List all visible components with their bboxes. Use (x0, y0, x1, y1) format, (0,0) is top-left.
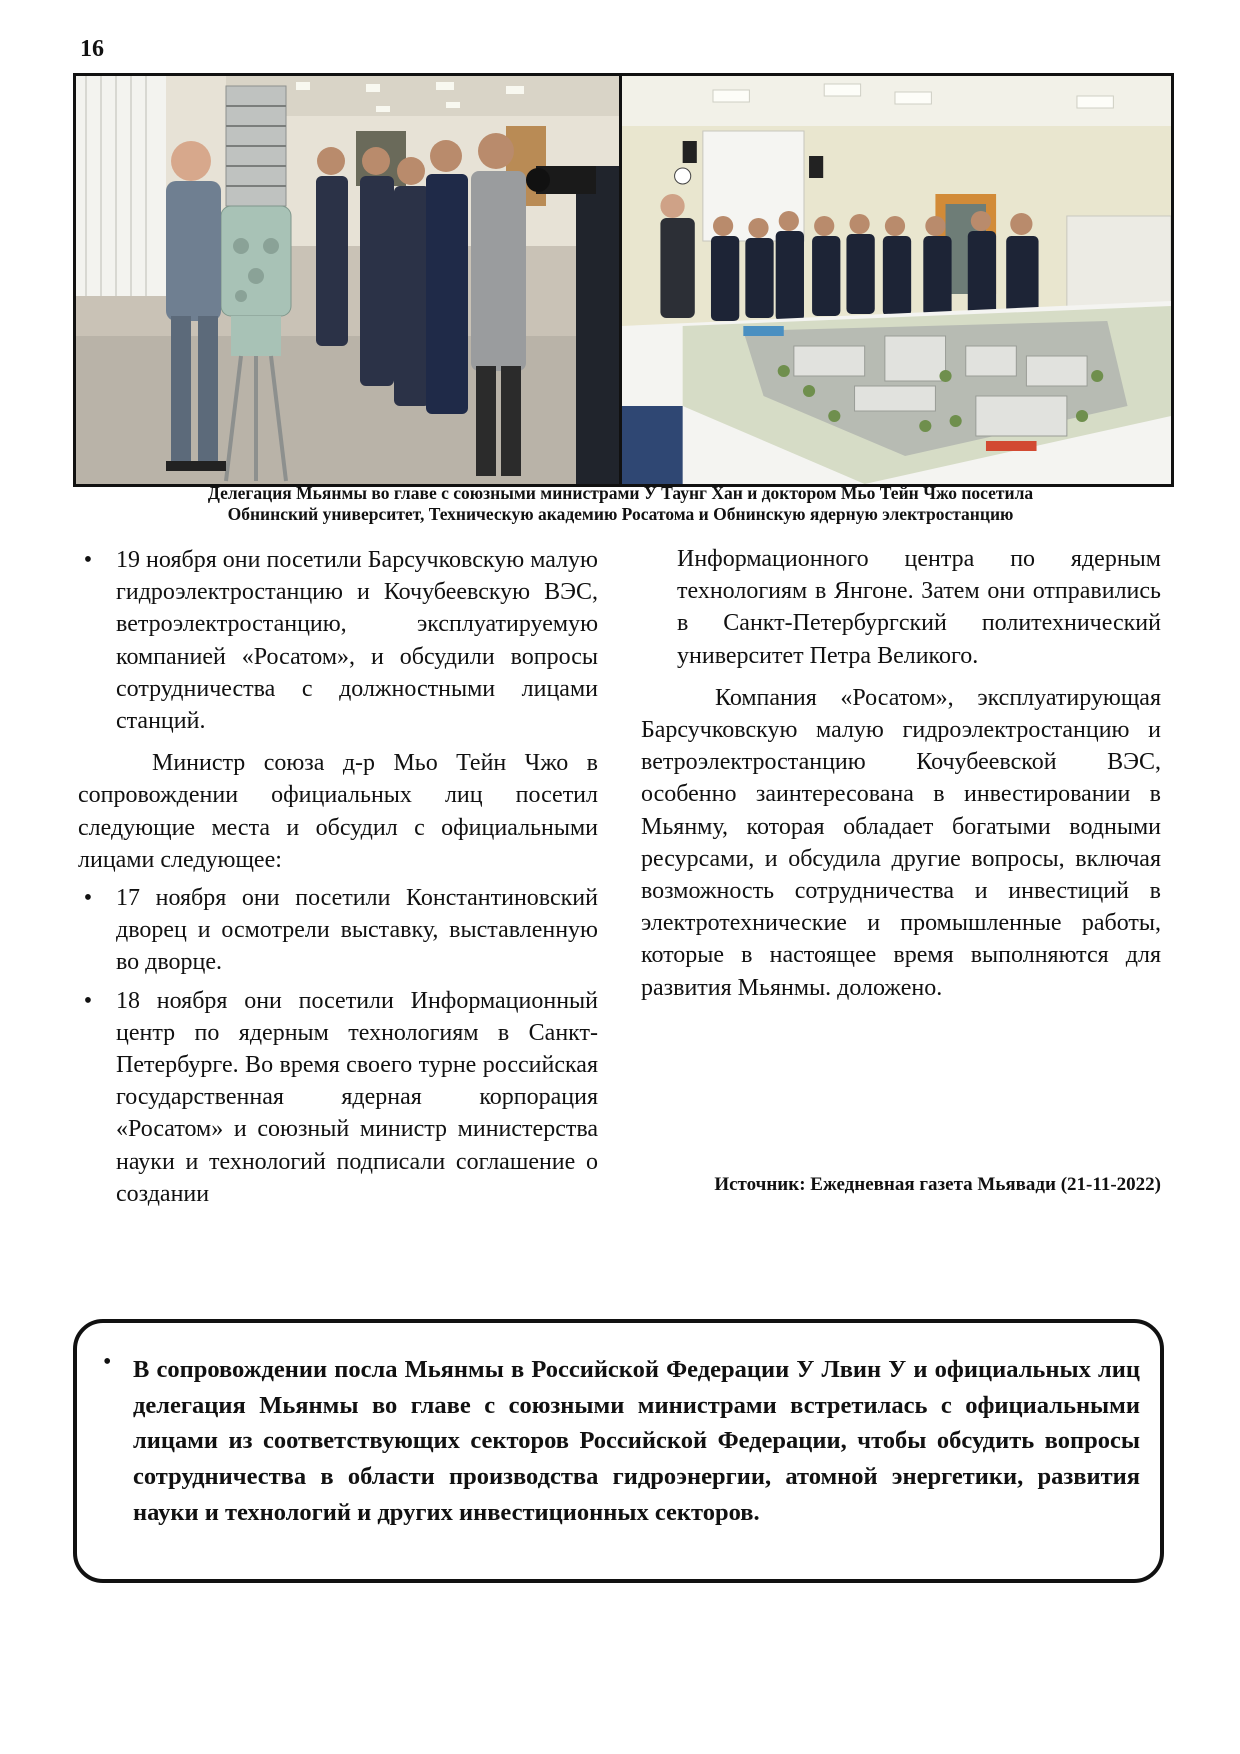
paragraph-rosatom: Компания «Росатом», эксплуатирующая Барсучковскую малую гидроэлектростанцию и ветроэлектростанцию Кочубеевской ВЭС, особенно заинтересована в инвестировании в Мьянму, которая обладает богатыми водными ресурсами, и обсудила другие вопросы, включая возможность сотрудничества и инвестиций в электротехнические и промышленные работы, которые в настоящее время выполняются для развития Мьянмы. доложено. (641, 684, 1161, 1001)
bullet-dot: • (83, 547, 93, 573)
bullet-item (78, 882, 598, 979)
bullet-text-19-nov: 19 ноября они посетили Барсучковскую малую гидроэлектростанцию и Кочубеевскую ВЭС, ветроэлектростанцию, эксплуатируемую компанией «Росатом», и обсудили вопросы сотрудничества с должностными лицами станций. (116, 547, 598, 735)
photo-campus-model (622, 76, 1171, 484)
bullet-dot: • (83, 987, 93, 1014)
bullet-dot: • (103, 1349, 112, 1375)
bullet-item (78, 544, 598, 737)
photo-reactor-model (76, 76, 622, 484)
highlight-text: В сопровождении посла Мьянмы в Российской Федерации У Лвин У и официальных лиц делегация Мьянмы во главе с союзными министрами встретилась с официальными лицами из соответствующих секторов Российской Федерации, чтобы обсудить вопросы сотрудничества в области производства гидроэнергии, атомной энергетики, развития науки и технологий и других инвестиционных секторов. (133, 1356, 1140, 1526)
highlight-box (73, 1319, 1164, 1583)
paragraph-minister: Министр союза д-р Мьо Тейн Чжо в сопровождении официальных лиц посетил следующие места и обсудил с официальными лицами следующее: (78, 750, 598, 873)
right-column (641, 543, 1161, 1004)
caption-line-1: Делегация Мьянмы во главе с союзными министрами У Таунг Хан и доктором Мьо Тейн Чжо посетила (207, 483, 1034, 503)
photo-strip (73, 73, 1174, 487)
left-column (78, 544, 598, 1210)
caption-line-2: Обнинский университет, Техническую академию Росатома и Обнинскую ядерную электростанцию (227, 504, 1014, 524)
bullet-dot: • (83, 885, 93, 912)
bullet-item (78, 985, 598, 1210)
photo-caption (73, 483, 1168, 525)
bullet-text-18-nov: 18 ноября они посетили Информационный центр по ядерным технологиям в Санкт-Петербурге. Во время своего турне российская государственная ядерная корпорация «Росатом» и союзный министр министерства науки и технологий подписали соглашение о создании (116, 987, 598, 1207)
bullet-text-17-nov: 17 ноября они посетили Константиновский дворец и осмотрели выставку, выставленную во дворце. (116, 885, 598, 976)
page-number: 16 (80, 36, 104, 62)
source-citation: Источник: Ежедневная газета Мьявади (21-11-2022) (714, 1174, 1161, 1195)
paragraph-continuation: Информационного центра по ядерным технологиям в Янгоне. Затем они отправились в Санкт-Петербургский политехнический университет Петра Великого. (677, 546, 1161, 669)
